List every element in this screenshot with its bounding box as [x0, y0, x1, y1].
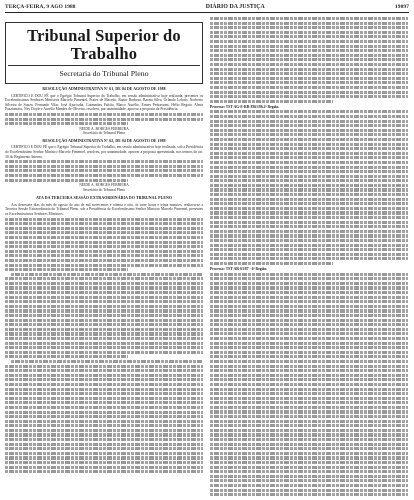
doc1-signature-role: Secretária do Tribunal Pleno [82, 131, 126, 136]
doc1-signature-name: NEIDE A. BORGES FERREIRA [79, 126, 129, 131]
doc2-body: CERTIFICO E DOU FÉ que o Egrégio Tribunal Superior do Trabalho, em sessão administrativa hoje realizada, sob a Presidência do Excelentíssimo Senhor Ministro Marcelo Pimentel, resolveu, por unanimidade, aprovar a proposta apresentada, nos termos do art. 30 do Regimento Interno. [5, 145, 203, 159]
header-page-number: 19097 [395, 4, 409, 10]
section1-title: ATA DA TERCEIRA SESSÃO EXTRAORDINÁRIA DO TRIBUNAL PLENO [35, 196, 173, 201]
section1-text-lines [5, 218, 203, 474]
header-date: TERÇA-FEIRA, 9 AGO 1988 [5, 4, 76, 10]
left-column [5, 16, 203, 496]
right-paragraph-2: Processo: TST-AR-63/87 - 6ª Região. [210, 267, 268, 272]
right-column [210, 16, 408, 496]
doc2-text-lines [5, 160, 203, 181]
right-text-lines-middle [210, 110, 408, 265]
masthead-title: Tribunal Superior do Trabalho [27, 26, 181, 63]
page-header [5, 4, 409, 13]
section1-body: Aos dezessete dias do mês de agosto do ano de mil novecentos e oitenta e oito, às treze horas e trinta minutos, realizou-se a Terceira Sessão Extraordinária do Tribunal Pleno, sob a Presidência do Excelentíssimo Senhor Ministro Marcelo Pimentel, presentes os Excelentíssimos Senhores Ministros. [5, 202, 203, 216]
right-text-lines-bottom [210, 273, 408, 496]
doc1-title: RESOLUÇÃO ADMINISTRATIVA Nº 61, DE 04 DE AGOSTO DE 1988 [42, 87, 166, 91]
doc2-title: RESOLUÇÃO ADMINISTRATIVA Nº 62, DE 04 DE AGOSTO DE 1988 [42, 138, 166, 143]
document-page [5, 4, 409, 496]
header-publication: DIÁRIO DA JUSTIÇA [205, 4, 265, 10]
doc2-signature-name: NEIDE A. BORGES FERREIRA [79, 183, 129, 188]
doc1-signature [5, 127, 203, 136]
doc1-text-lines [5, 113, 203, 125]
masthead-subtitle: Secretaria do Tribunal Pleno [59, 69, 149, 78]
doc1-body: CERTIFICO E DOU FÉ que o Egrégio Tribunal Superior do Trabalho, em sessão administrativa hoje realizada, presentes os Excelentíssimos Senhores Ministros Marcelo Pimentel, Prates de Macedo, Ranor Barbosa, Barata Silva, Orlando Lobato, Norberto Silveira de Souza, Fernando Vilar, José Ajuricaba, Guimarães Falcão, Marco Aurélio, Ermes Pedrassani, Hélio Regato, Almir Pazzianotto, Ney Doyle e Aurélio Mendes de Oliveira, resolveu, por unanimidade, aprovar a proposta da Presidência. [5, 93, 203, 112]
right-text-lines-top [210, 17, 408, 103]
masthead [5, 22, 203, 84]
doc2-signature [5, 183, 203, 192]
right-paragraph-1: Processo: TST-AG-E-RR-8361/86.2ª Região. [210, 104, 280, 109]
doc2-signature-role: Secretária do Tribunal Pleno [82, 187, 126, 192]
